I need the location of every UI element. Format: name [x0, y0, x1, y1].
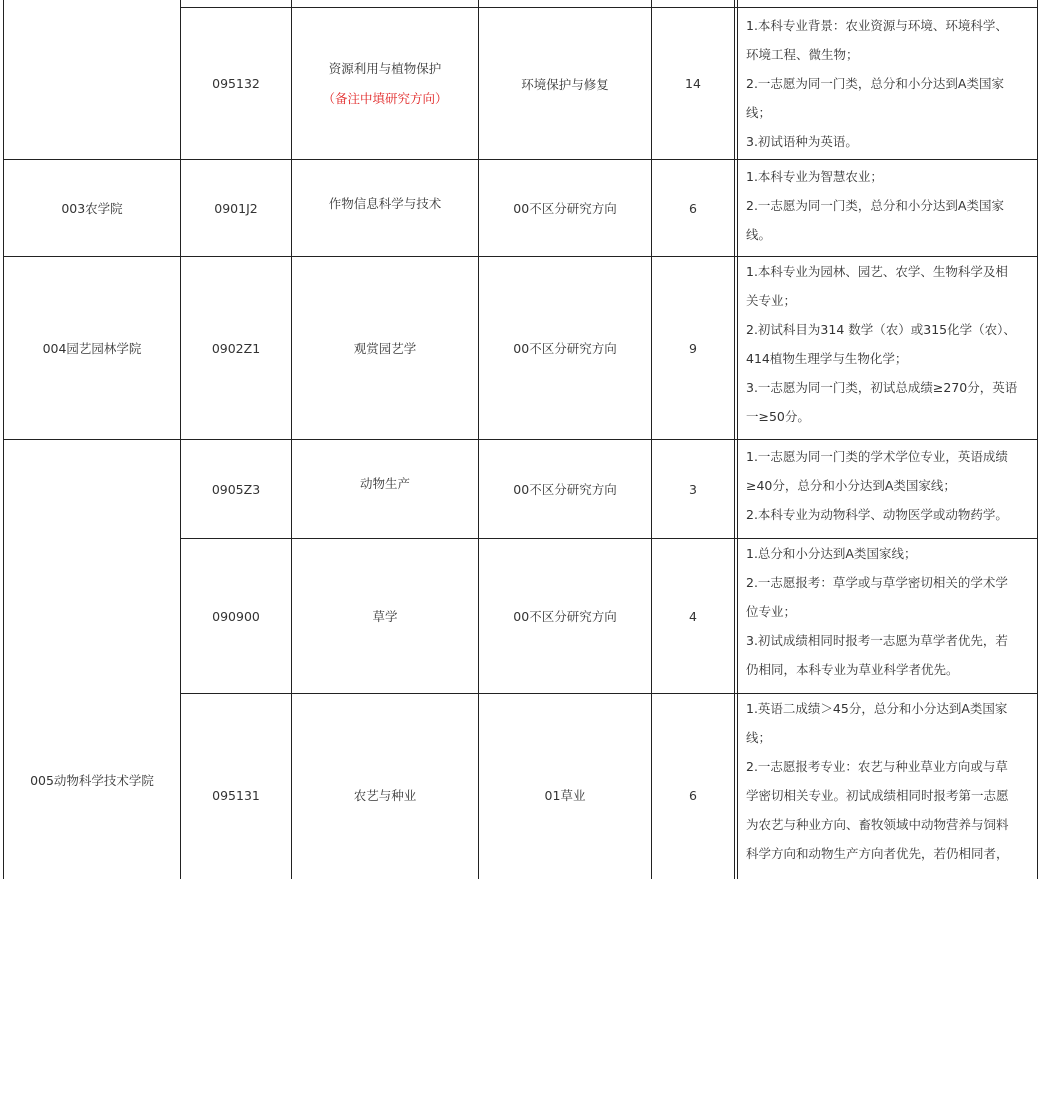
note-line: 1.英语二成绩＞45分，总分和小分达到A类国家 [746, 701, 1008, 716]
college-text: 004园艺园林学院 [42, 341, 142, 356]
table-cell-notes [738, 8, 1037, 159]
note-line: 2.一志愿为同一门类，总分和小分达到A类国家 [746, 198, 1004, 213]
count-text: 9 [689, 340, 697, 356]
note-line: 关专业； [746, 293, 797, 308]
major-text: 观赏园艺学 [353, 341, 417, 356]
table-cell-major [292, 257, 478, 439]
table-cell-college [4, 257, 180, 439]
college-text: 005动物科学技术学院 [30, 773, 154, 788]
note-line: 1.总分和小分达到A类国家线； [746, 546, 917, 561]
note-line: 1.一志愿为同一门类的学术学位专业，英语成绩 [746, 449, 1008, 464]
table-cell-code [181, 8, 291, 159]
code-text: 095132 [212, 76, 260, 91]
note-line: 为农艺与种业方向、畜牧领域中动物营养与饲料 [746, 817, 1009, 832]
note-line: 2.一志愿报考：草学或与草学密切相关的学术学 [746, 575, 1008, 590]
table-cell-notes [738, 257, 1037, 439]
count-text: 6 [689, 787, 697, 803]
table-cell-count [652, 257, 734, 439]
table-cell-code [181, 257, 291, 439]
code-text: 0905Z3 [211, 481, 261, 497]
table-cell-college [4, 440, 180, 1120]
code-text: 0901J2 [214, 200, 258, 216]
table-cell-notes [738, 160, 1037, 256]
major-remark-text: （备注中填研究方向） [322, 90, 448, 106]
table-cell-major [292, 539, 478, 693]
table-cell-code [181, 539, 291, 693]
code-text: 0902Z1 [211, 340, 261, 356]
table-cell-code [181, 440, 291, 538]
major-text: 作物信息科学与技术 [328, 196, 442, 211]
table-cell-direction [479, 440, 651, 538]
table-cell-count [652, 539, 734, 693]
count-text: 3 [689, 481, 697, 497]
direction-text: 环境保护与修复 [521, 76, 609, 92]
direction-text: 00不区分研究方向 [513, 609, 617, 624]
note-line: 2.一志愿为同一门类，总分和小分达到A类国家 [746, 76, 1004, 91]
table-cell-count [652, 440, 734, 538]
table-cell-count [652, 694, 734, 896]
count-text: 4 [689, 608, 697, 624]
code-text: 090900 [212, 608, 260, 624]
table-cell-count [652, 160, 734, 256]
admission-table [3, 0, 1039, 879]
note-line: 线。 [746, 227, 772, 242]
note-line: 线； [746, 105, 772, 120]
note-line: 3.初试语种为英语。 [746, 134, 858, 149]
direction-text: 00不区分研究方向 [513, 201, 617, 216]
table-cell-direction [479, 8, 651, 159]
count-text: 6 [689, 200, 697, 216]
table-cell-notes [738, 539, 1037, 693]
major-text: 动物生产 [359, 476, 410, 491]
code-text: 095131 [212, 787, 260, 803]
direction-text: 00不区分研究方向 [513, 482, 617, 497]
note-line: 1.本科专业为园林、园艺、农学、生物科学及相 [746, 264, 1008, 279]
note-line: 位专业； [746, 604, 797, 619]
table-cell-notes [738, 694, 1037, 867]
table-cell-direction [479, 539, 651, 693]
table-cell-direction [479, 257, 651, 439]
note-line: 学密切相关专业。初试成绩相同时报考第一志愿 [746, 788, 1009, 803]
major-text: 资源利用与植物保护 [328, 60, 442, 76]
major-text: 草学 [372, 609, 398, 624]
note-line: 2.一志愿报考专业：农艺与种业草业方向或与草 [746, 759, 1008, 774]
direction-text: 01草业 [544, 788, 586, 803]
table-cell-code [181, 694, 291, 896]
table-cell-count [652, 8, 734, 159]
note-line: 2.初试科目为314 数学（农）或315化学（农）、 [746, 322, 1016, 337]
note-line: 环境工程、微生物； [746, 47, 859, 62]
note-line: 3.一志愿为同一门类，初试总成绩≥270分，英语 [746, 380, 1018, 395]
major-text: 农艺与种业 [353, 788, 417, 803]
note-line: 1.本科专业背景：农业资源与环境、环境科学、 [746, 18, 1008, 33]
note-line: 1.本科专业为智慧农业； [746, 169, 883, 184]
note-line: ≥40分，总分和小分达到A类国家线； [746, 478, 956, 493]
table-cell-college [4, 160, 180, 256]
note-line: 科学方向和动物生产方向者优先，若仍相同者， [746, 846, 1009, 861]
table-cell-code [181, 160, 291, 256]
table-cell-direction [479, 694, 651, 896]
college-text: 003农学院 [61, 201, 123, 216]
direction-text: 00不区分研究方向 [513, 341, 617, 356]
table-cell-major [292, 8, 478, 159]
table-cell-major [292, 694, 478, 896]
note-line: 2.本科专业为动物科学、动物医学或动物药学。 [746, 507, 1008, 522]
note-line: 3.初试成绩相同时报考一志愿为草学者优先，若 [746, 633, 1008, 648]
table-cell-major [292, 440, 478, 526]
note-line: 仍相同，本科专业为草业科学者优先。 [746, 662, 959, 677]
table-cell-direction [479, 160, 651, 256]
note-line: 414植物生理学与生物化学； [746, 351, 908, 366]
count-text: 14 [685, 76, 701, 91]
note-line: 线； [746, 730, 772, 745]
table-cell-major [292, 160, 478, 246]
note-line: 一≥50分。 [746, 409, 810, 424]
table-cell-notes [738, 440, 1037, 538]
